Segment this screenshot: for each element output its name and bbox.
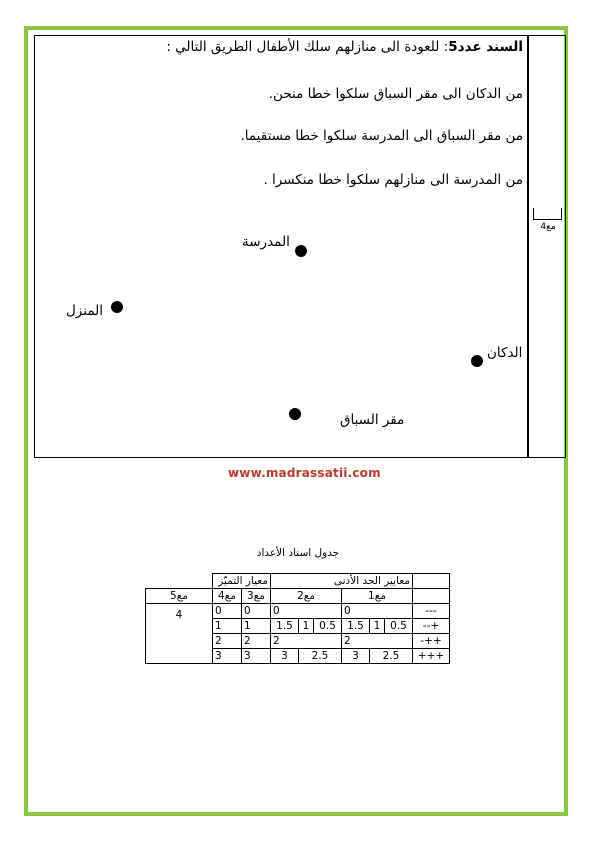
- table-row: [146, 589, 450, 604]
- score-cell: 2: [213, 634, 242, 649]
- watermark: www.madrassatii.com: [228, 466, 381, 480]
- score-cell: 3: [242, 649, 271, 664]
- margin-column-divider: [527, 35, 529, 458]
- school-point: [295, 245, 307, 257]
- table-caption: جدول اسناد الأعداد: [256, 547, 340, 559]
- race-point: [289, 408, 301, 420]
- statement-line-3: من المدرسة الى منازلهم سلكوا خطا منكسرا .: [263, 172, 523, 188]
- level-cell: ++-: [413, 634, 450, 649]
- criterion-4: مع4: [213, 589, 242, 604]
- excellence-score-cell: 4: [146, 604, 213, 664]
- criterion-5: مع5: [146, 589, 213, 604]
- level-cell: +--: [413, 619, 450, 634]
- shop-label: الدكان: [487, 345, 523, 361]
- score-cell: 1.5: [271, 619, 299, 634]
- criterion-1: مع1: [342, 589, 413, 604]
- statement-line-1: من الدكان الى مقر السباق سلكوا خطا منحن.: [268, 86, 523, 102]
- score-cell: 2: [271, 634, 342, 649]
- table-row: [146, 604, 450, 619]
- criterion-2: مع2: [271, 589, 342, 604]
- score-box: [533, 208, 562, 220]
- table-row: [146, 574, 450, 589]
- header-min-criteria: معايير الحد الأدنى: [271, 574, 413, 589]
- score-cell: 0.5: [385, 619, 413, 634]
- score-cell: 0: [342, 604, 413, 619]
- header-excellence-criteria: معيار التميّز: [213, 574, 271, 589]
- school-label: المدرسة: [242, 234, 290, 250]
- score-cell: 3: [271, 649, 299, 664]
- score-cell: 1: [299, 619, 314, 634]
- score-cell: 0: [271, 604, 342, 619]
- score-cell: 2: [242, 634, 271, 649]
- level-cell: +++: [413, 649, 450, 664]
- exercise-intro: : للعودة الى منازلهم سلك الأطفال الطريق التالي :: [166, 39, 449, 55]
- score-cell: 0: [213, 604, 242, 619]
- score-cell: 1.5: [342, 619, 370, 634]
- home-label: المنزل: [66, 303, 103, 319]
- score-cell: 2.5: [369, 649, 412, 664]
- score-cell: 1: [213, 619, 242, 634]
- score-label: مع4: [540, 222, 556, 232]
- exercise-title: [166, 39, 523, 55]
- home-point: [111, 301, 123, 313]
- score-cell: 3: [213, 649, 242, 664]
- score-cell: 2.5: [299, 649, 342, 664]
- score-cell: 1: [369, 619, 384, 634]
- shop-point: [471, 355, 483, 367]
- level-cell: ---: [413, 604, 450, 619]
- grading-table: [145, 573, 450, 664]
- statement-line-2: من مقر السباق الى المدرسة سلكوا خطا مستقيما.: [240, 128, 523, 144]
- score-cell: 2: [342, 634, 413, 649]
- score-cell: 0: [242, 604, 271, 619]
- race-label: مقر السباق: [340, 412, 405, 428]
- score-cell: 1: [242, 619, 271, 634]
- exercise-number: السند عدد5: [448, 39, 523, 55]
- score-cell: 0.5: [314, 619, 342, 634]
- score-cell: 3: [342, 649, 370, 664]
- criterion-3: مع3: [242, 589, 271, 604]
